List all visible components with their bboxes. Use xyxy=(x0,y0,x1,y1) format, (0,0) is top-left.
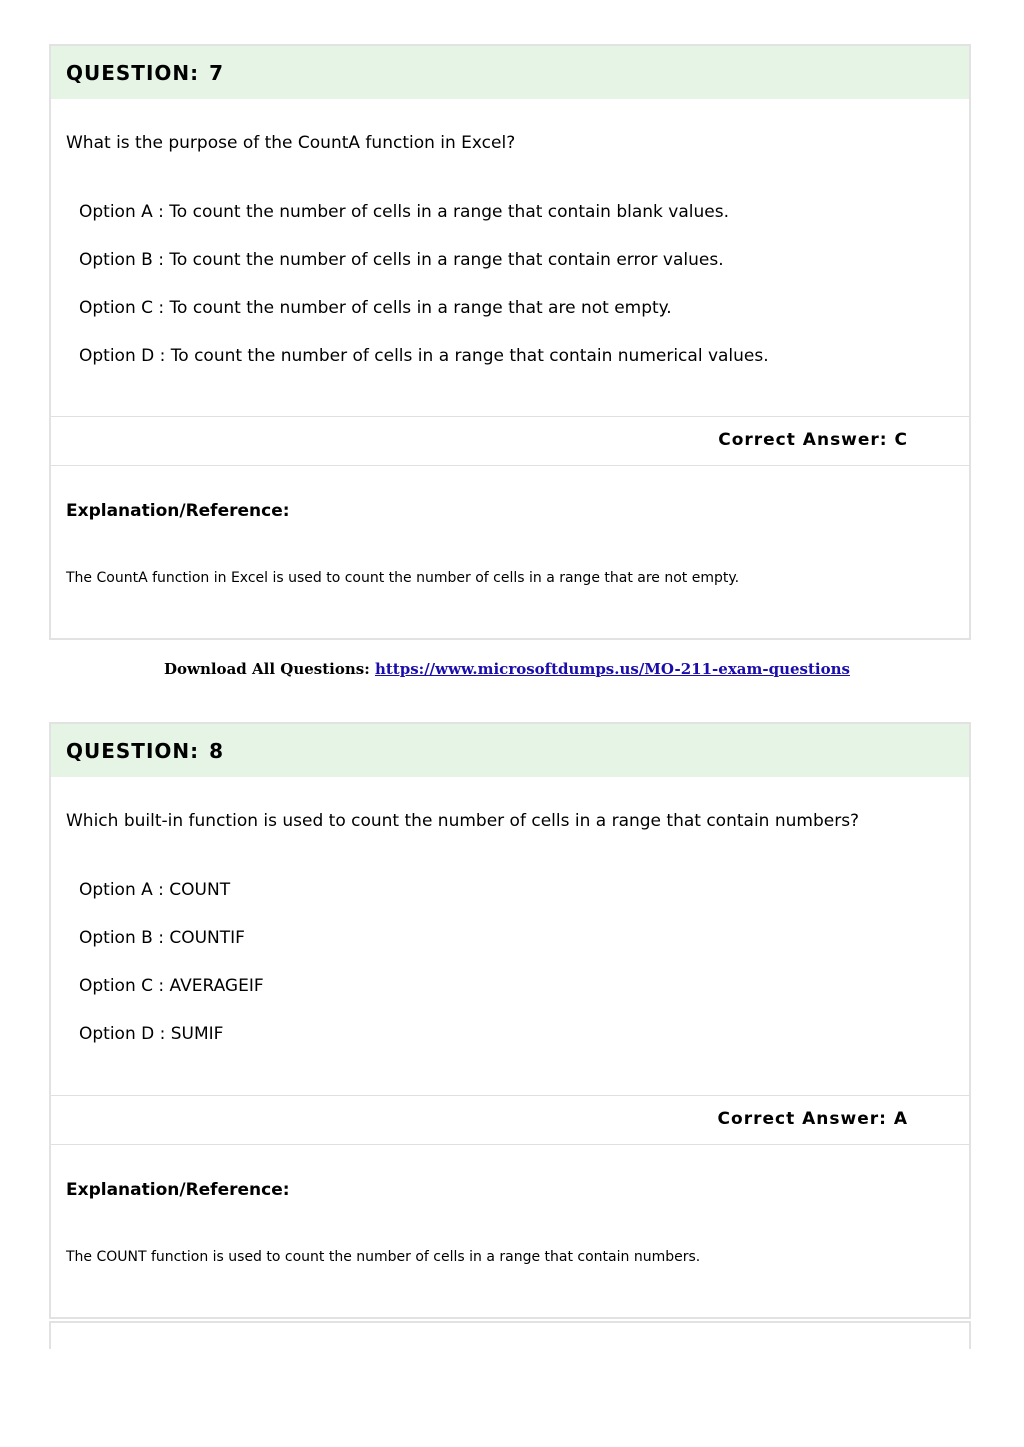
options-list xyxy=(51,175,969,393)
option-d: Option D : SUMIF xyxy=(79,1024,224,1044)
option-b: Option B : COUNTIF xyxy=(79,928,245,948)
question-card-8 xyxy=(49,722,971,1319)
option-d: Option D : To count the number of cells in a range that contain numerical values. xyxy=(79,346,769,366)
question-number: 7 xyxy=(209,60,225,85)
answer-row xyxy=(51,416,969,466)
question-number: 8 xyxy=(209,738,225,763)
question-label: QUESTION: xyxy=(66,60,200,85)
correct-answer: Correct Answer: C xyxy=(718,430,908,450)
question-text: Which built-in function is used to count the number of cells in a range that contain numbers? xyxy=(66,811,860,831)
question-header xyxy=(51,724,969,777)
option-a: Option A : To count the number of cells in a range that contain blank values. xyxy=(79,202,729,222)
download-label: Download All Questions: xyxy=(164,660,370,678)
option-c: Option C : To count the number of cells in a range that are not empty. xyxy=(79,298,672,318)
next-question-card-edge xyxy=(49,1321,971,1349)
download-line xyxy=(0,660,1014,678)
explanation-title: Explanation/Reference: xyxy=(66,1180,290,1200)
correct-answer: Correct Answer: A xyxy=(717,1109,908,1129)
option-a: Option A : COUNT xyxy=(79,880,231,900)
option-b: Option B : To count the number of cells in a range that contain error values. xyxy=(79,250,724,270)
answer-row xyxy=(51,1095,969,1145)
question-label: QUESTION: xyxy=(66,738,200,763)
explanation-text: The COUNT function is used to count the number of cells in a range that contain numbers. xyxy=(66,1249,701,1265)
question-header xyxy=(51,46,969,99)
explanation-title: Explanation/Reference: xyxy=(66,501,290,521)
options-list xyxy=(51,853,969,1071)
download-link[interactable]: https://www.microsoftdumps.us/MO-211-exam-questions xyxy=(374,660,850,678)
explanation-text: The CountA function in Excel is used to count the number of cells in a range that are not empty. xyxy=(66,570,740,586)
question-card-7 xyxy=(49,44,971,640)
option-c: Option C : AVERAGEIF xyxy=(79,976,264,996)
question-text: What is the purpose of the CountA function in Excel? xyxy=(66,133,516,153)
